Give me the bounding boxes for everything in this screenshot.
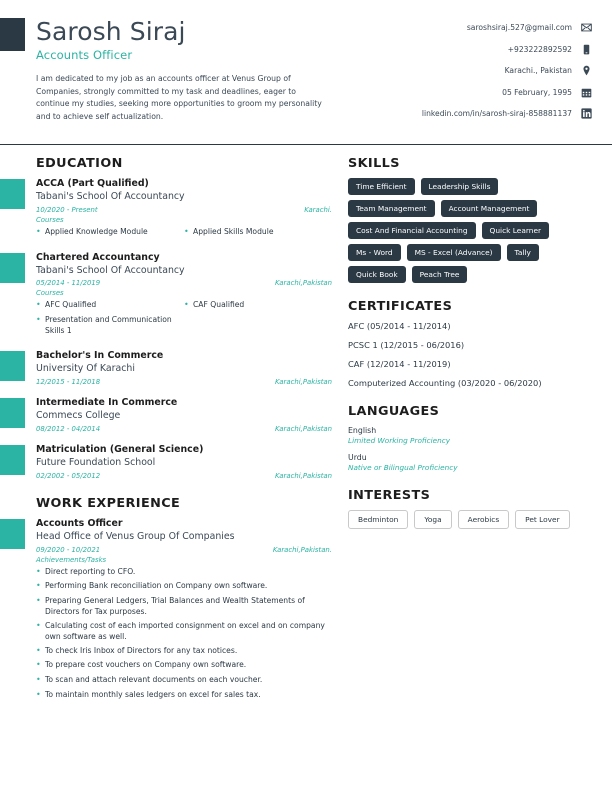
section-title-skills: SKILLS <box>348 156 400 171</box>
education-bullets <box>36 226 332 241</box>
education-school: Tabani's School Of Accountancy <box>36 191 185 203</box>
header-identity <box>36 18 358 124</box>
list-item: • Performing Bank reconciliation on Company own software. <box>36 581 268 591</box>
language-item <box>348 453 590 472</box>
bullet-dot-icon: • <box>36 675 41 684</box>
list-item: • AFC Qualified <box>36 300 97 310</box>
section-title-interests: INTERESTS <box>348 488 431 503</box>
skill-chip: Quick Learner <box>482 222 550 239</box>
language-name: Urdu <box>348 453 367 462</box>
list-item: • Applied Knowledge Module <box>36 226 148 236</box>
list-item: • To scan and attach relevant documents on each voucher. <box>36 675 263 684</box>
education-degree: Intermediate In Commerce <box>36 396 178 408</box>
skill-chip: Peach Tree <box>412 266 468 283</box>
entry-accent-bar <box>0 398 25 428</box>
birthdate-value: 05 February, 1995 <box>502 87 572 97</box>
education-bullets <box>36 299 332 339</box>
education-degree: Chartered Accountancy <box>36 251 160 263</box>
work-sub-label: Achievements/Tasks <box>36 555 107 564</box>
right-column <box>340 156 612 711</box>
linkedin-value: linkedin.com/in/sarosh-siraj-858881137 <box>421 109 572 118</box>
certificates-list <box>348 321 590 388</box>
interest-chip: Pet Lover <box>515 510 569 529</box>
contact-row-birthdate <box>358 87 592 98</box>
education-date: 12/2015 - 11/2018 <box>36 377 101 386</box>
phone-value: +923222892592 <box>507 44 572 54</box>
education-date: 02/2002 - 05/2012 <box>36 471 101 480</box>
bullet-dot-icon: • <box>36 645 41 655</box>
education-location: Karachi. <box>304 205 332 214</box>
education-degree: Matriculation (General Science) <box>36 443 204 455</box>
resume-header <box>0 0 612 144</box>
envelope-icon <box>581 22 592 33</box>
bullet-dot-icon: • <box>36 315 41 324</box>
interest-chip: Yoga <box>414 510 451 529</box>
section-title-education: EDUCATION <box>36 156 123 171</box>
contact-list <box>358 18 592 130</box>
bullet-dot-icon: • <box>36 660 41 670</box>
work-bullets <box>36 566 332 701</box>
skill-chip: Quick Book <box>348 266 406 283</box>
contact-row-linkedin[interactable] <box>358 108 592 119</box>
list-item: • Preparing General Ledgers, Trial Balances and Wealth Statements of Directors for Tax purposes. <box>36 595 305 616</box>
left-column <box>0 156 340 711</box>
skill-chip: Team Management <box>348 200 435 217</box>
calendar-icon <box>581 87 592 98</box>
list-item: • Direct reporting to CFO. <box>36 566 136 576</box>
work-company: Head Office of Venus Group Of Companies <box>36 530 235 542</box>
section-title-certificates: CERTIFICATES <box>348 299 453 314</box>
skill-chip: Tally <box>507 244 539 261</box>
bullet-dot-icon: • <box>36 226 41 236</box>
bullet-dot-icon: • <box>36 581 41 591</box>
page-title: Sarosh Siraj <box>36 17 186 46</box>
bullet-dot-icon: • <box>184 226 189 236</box>
education-school: Tabani's School Of Accountancy <box>36 264 185 276</box>
header-divider <box>0 144 612 145</box>
contact-row-location <box>358 65 592 76</box>
section-title-languages: LANGUAGES <box>348 404 440 419</box>
language-name: English <box>348 426 377 435</box>
entry-accent-bar <box>0 179 25 209</box>
languages-list <box>348 426 590 472</box>
certificate-item: PCSC 1 (12/2015 - 06/2016) <box>348 340 465 350</box>
skill-chip: Account Management <box>441 200 538 217</box>
work-location: Karachi,Pakistan. <box>272 545 332 554</box>
skill-chip: Time Efficient <box>348 178 415 195</box>
location-value: Karachi., Pakistan <box>504 66 572 75</box>
contact-row-email <box>358 22 592 33</box>
resume-body <box>0 144 612 711</box>
skill-chip: Ms - Word <box>348 244 401 261</box>
entry-accent-bar <box>0 253 25 283</box>
location-pin-icon <box>581 65 592 76</box>
list-item: • CAF Qualified <box>184 300 245 310</box>
bullet-dot-icon: • <box>36 566 41 576</box>
phone-icon <box>581 44 592 55</box>
education-location: Karachi,Pakistan <box>275 279 332 288</box>
skill-chip: Cost And Financial Accounting <box>348 222 476 239</box>
profile-summary: I am dedicated to my job as an accounts officer at Venus Group of Companies, strongly committed to my task and deadlines, eager to continue my studies, seeking more opportunities to groom my personality and to achieve self actualization. <box>36 74 322 122</box>
language-level: Native or Bilingual Proficiency <box>348 463 458 472</box>
certificate-item: CAF (12/2014 - 11/2019) <box>348 359 451 369</box>
list-item: • Presentation and Communication Skills 1 <box>36 315 172 335</box>
certificate-item: Computerized Accounting (03/2020 - 06/2020) <box>348 378 542 388</box>
education-location: Karachi,Pakistan <box>275 471 332 480</box>
section-title-work-experience: WORK EXPERIENCE <box>36 495 181 511</box>
education-location: Karachi,Pakistan <box>275 424 332 433</box>
header-accent-block <box>0 18 25 51</box>
education-entry <box>36 444 332 480</box>
bullet-dot-icon: • <box>36 620 41 630</box>
list-item: • To maintain monthly sales ledgers on excel for sales tax. <box>36 689 261 699</box>
skills-chip-list <box>348 178 590 283</box>
education-degree: Bachelor's In Commerce <box>36 350 164 361</box>
work-date: 09/2020 - 10/2021 <box>36 545 101 554</box>
language-level: Limited Working Proficiency <box>348 436 451 445</box>
list-item: • Applied Skills Module <box>184 226 274 236</box>
education-degree: ACCA (Part Qualified) <box>36 178 149 189</box>
interest-chip: Aerobics <box>458 510 510 529</box>
education-school: Commecs College <box>36 410 121 422</box>
education-sub-label: Courses <box>36 215 64 224</box>
education-entry <box>36 252 332 340</box>
job-title: Accounts Officer <box>36 48 133 62</box>
work-role: Accounts Officer <box>36 517 123 529</box>
list-item: • To prepare cost vouchers on Company own software. <box>36 660 247 670</box>
linkedin-icon[interactable] <box>581 108 592 119</box>
interest-chip: Bedminton <box>348 510 408 529</box>
language-item <box>348 426 590 445</box>
education-date: 05/2014 - 11/2019 <box>36 279 101 288</box>
bullet-dot-icon: • <box>184 300 189 310</box>
work-entry <box>36 518 332 700</box>
education-entry <box>36 397 332 433</box>
email-value: saroshsiraj.527@gmail.com <box>466 23 572 32</box>
skill-chip: MS - Excel (Advance) <box>407 244 501 261</box>
education-school: Future Foundation School <box>36 457 156 469</box>
education-school: University Of Karachi <box>36 363 135 375</box>
education-entry <box>36 350 332 386</box>
entry-accent-bar <box>0 351 25 381</box>
entry-accent-bar <box>0 445 25 475</box>
list-item: • Calculating cost of each imported consignment on excel and on company own software as well. <box>36 620 325 641</box>
interests-chip-list <box>348 510 590 529</box>
entry-accent-bar <box>0 519 25 549</box>
education-sub-label: Courses <box>36 289 64 298</box>
education-date: 10/2020 - Present <box>36 205 98 214</box>
education-entry <box>36 178 332 241</box>
bullet-dot-icon: • <box>36 300 41 310</box>
list-item: • To check Iris Inbox of Directors for any tax notices. <box>36 645 238 655</box>
bullet-dot-icon: • <box>36 595 41 605</box>
certificate-item: AFC (05/2014 - 11/2014) <box>348 321 451 331</box>
skill-chip: Leadership Skills <box>421 178 499 195</box>
bullet-dot-icon: • <box>36 689 41 699</box>
education-date: 08/2012 - 04/2014 <box>36 424 101 433</box>
contact-row-phone <box>358 44 592 55</box>
education-location: Karachi,Pakistan <box>275 377 332 386</box>
